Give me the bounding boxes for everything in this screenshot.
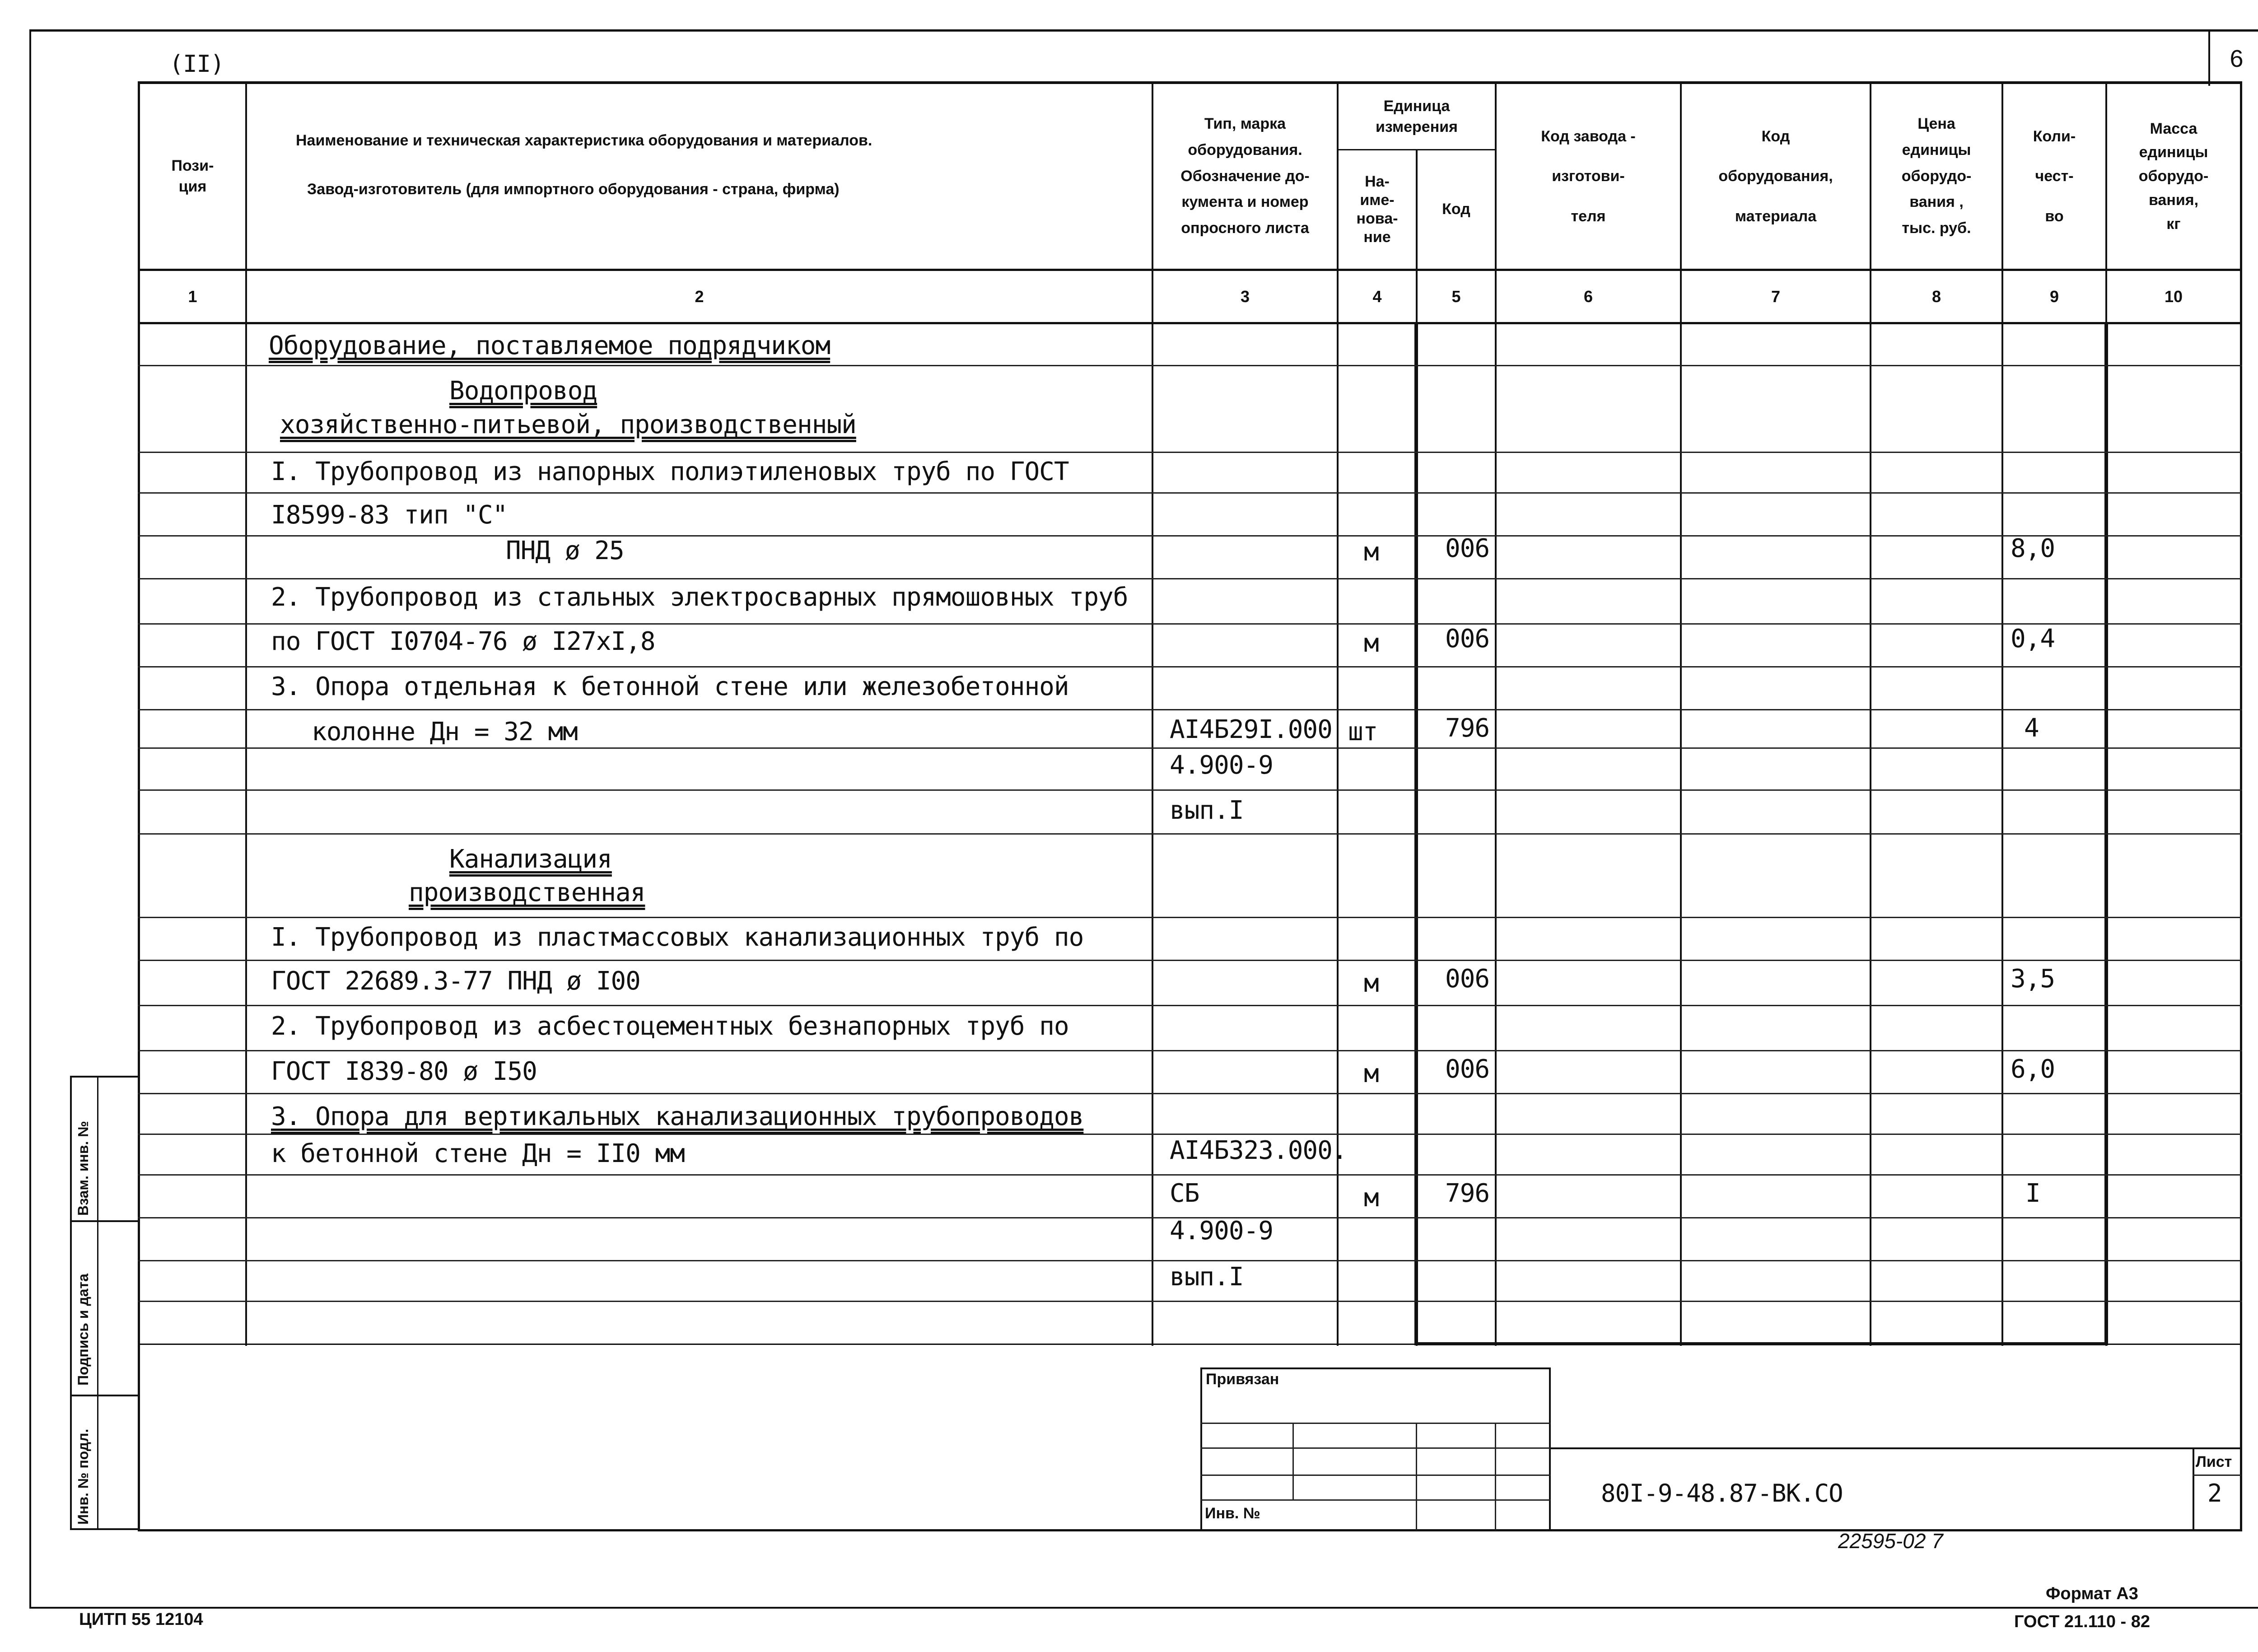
header-unit-code: Код [1442, 201, 1470, 218]
column-number: 10 [2164, 287, 2183, 306]
header-equipment-code: Код оборудования, материала [1718, 127, 1833, 225]
header-quantity: Коли- чест- во [2033, 127, 2076, 225]
code-cell: 006 [1445, 1055, 1490, 1084]
header-manufacturer: Завод-изготовитель (для импортного оборудования - страна, фирма) [307, 181, 840, 198]
section-sewer-sub: производственная [409, 878, 645, 907]
column-number: 6 [1583, 287, 1593, 306]
type-cell: 4.900-9 [1170, 1216, 1274, 1246]
header-name: Наименование и техническая характеристика оборудования и материалов. [296, 132, 872, 149]
list-number: 2 [2207, 1479, 2222, 1507]
section-contractor: Оборудование, поставляемое подрядчиком [269, 331, 830, 360]
qty-cell: 6,0 [2011, 1055, 2055, 1084]
column-number: 4 [1372, 287, 1382, 306]
item-text: 3. Опора отдельная к бетонной стене или железобетонной [271, 672, 1069, 701]
page-number: 6 [2230, 45, 2244, 72]
type-cell: АI4Б29I.000 [1170, 715, 1332, 744]
qty-cell: 8,0 [2011, 534, 2055, 563]
type-cell: АI4Б323.000. [1170, 1136, 1347, 1165]
unit-cell: м [1364, 537, 1379, 567]
item-text: ПНД ø 25 [506, 536, 624, 565]
type-cell: 4.900-9 [1170, 751, 1274, 780]
unit-cell: шт [1348, 717, 1378, 747]
column-number: 2 [695, 287, 704, 306]
stamp-signature-date: Подпись и дата [75, 1274, 91, 1386]
header-position: Пози- ция [171, 157, 214, 195]
list-label: Лист [2196, 1453, 2232, 1470]
column-number: 8 [1931, 287, 1941, 306]
item-text: к бетонной стене Дн = II0 мм [271, 1139, 685, 1168]
column-number: 7 [1771, 287, 1781, 306]
code-cell: 006 [1445, 964, 1490, 994]
unit-cell: м [1364, 1059, 1379, 1088]
item-text: 2. Трубопровод из стальных электросварных прямошовных труб [271, 583, 1128, 612]
column-number: 9 [2049, 287, 2059, 306]
header-mass: Масса единицы оборудо- вания, кг [2138, 120, 2209, 233]
item-text: колонне Дн = 32 мм [312, 717, 578, 747]
qty-cell: 3,5 [2011, 964, 2055, 994]
item-text: 2. Трубопровод из асбестоцементных безнапорных труб по [271, 1012, 1069, 1041]
item-text: I. Трубопровод из напорных полиэтиленовых труб по ГОСТ [271, 457, 1069, 486]
unit-cell: м [1364, 1183, 1379, 1213]
header-unit: Единица измерения [1376, 98, 1458, 135]
code-cell: 796 [1445, 714, 1490, 743]
corner-mark: (II) [169, 51, 224, 78]
unit-cell: м [1364, 969, 1379, 998]
item-text: I. Трубопровод из пластмассовых канализационных труб по [271, 923, 1084, 952]
type-cell: СБ [1170, 1179, 1199, 1208]
qty-cell: I [2025, 1179, 2040, 1208]
type-cell: вып.I [1170, 796, 1244, 825]
item-text: ГОСТ I839-80 ø I50 [271, 1057, 537, 1086]
column-number: 5 [1451, 287, 1461, 306]
format-label: Формат А3 [2046, 1584, 2138, 1603]
column-number: 3 [1240, 287, 1250, 306]
qty-cell: 0,4 [2011, 624, 2055, 653]
item-text: по ГОСТ I0704-76 ø I27хI,8 [271, 627, 655, 656]
inv-label: Инв. № [1205, 1505, 1260, 1522]
section-sewer: Канализация [449, 845, 612, 874]
gost-label: ГОСТ 21.110 - 82 [2014, 1612, 2151, 1631]
section-water-sub: хозяйственно-питьевой, производственный [280, 410, 856, 439]
section-water: Водопровод [449, 376, 597, 406]
print-code: ЦИТП 55 12104 [79, 1610, 203, 1629]
stamp-original-inv: Инв. № подл. [75, 1428, 91, 1525]
code-cell: 796 [1445, 1179, 1490, 1208]
header-unit-name: На- име- нова- ние [1356, 173, 1398, 246]
qty-cell: 4 [2024, 714, 2039, 743]
document-code: 80I-9-48.87-ВК.СО [1601, 1479, 1843, 1507]
code-cell: 006 [1445, 534, 1490, 563]
item-text: 3. Опора для вертикальных канализационных трубопроводов [271, 1102, 1084, 1131]
handwritten-note: 22595-02 7 [1838, 1529, 1943, 1553]
column-number: 1 [188, 287, 197, 306]
stamp-replacement-inv: Взам. инв. № [75, 1121, 91, 1216]
header-price: Цена единицы оборудо- вания , тыс. руб. [1901, 115, 1972, 237]
unit-cell: м [1364, 629, 1379, 658]
privyazan-label: Привязан [1206, 1371, 1279, 1388]
header-factory-code: Код завода - изготови- теля [1541, 127, 1636, 225]
item-text: I8599-83 тип "С" [271, 500, 508, 530]
code-cell: 006 [1445, 624, 1490, 653]
item-text: ГОСТ 22689.3-77 ПНД ø I00 [271, 966, 640, 996]
type-cell: вып.I [1170, 1262, 1244, 1292]
header-type: Тип, марка оборудования. Обозначение до- кумента и номер опросного листа [1180, 115, 1310, 237]
